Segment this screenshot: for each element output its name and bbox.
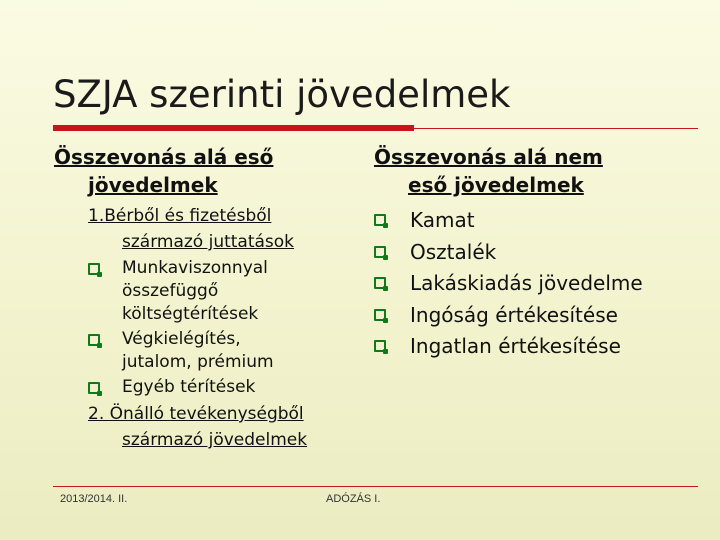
- title-underline: [53, 125, 698, 131]
- checkbox-bullet-icon: [88, 263, 100, 275]
- list-item-line: összefüggő: [122, 281, 219, 301]
- footer-date: 2013/2014. II.: [60, 493, 128, 505]
- list-item: [88, 328, 364, 374]
- right-heading-line1: Összevonás alá nem: [374, 145, 603, 169]
- checkbox-bullet-icon: [374, 214, 386, 226]
- left-sub2-line2: származó jövedelmek: [122, 430, 308, 450]
- left-bullet-list: [54, 257, 364, 399]
- checkbox-bullet-icon: [374, 340, 386, 352]
- checkbox-bullet-icon: [374, 277, 386, 289]
- list-item: [374, 268, 704, 300]
- list-item-label: Osztalék: [410, 239, 497, 264]
- left-sub1-line2: származó juttatások: [122, 232, 295, 252]
- footer-divider: [53, 486, 698, 487]
- left-heading-line2: jövedelmek: [88, 173, 218, 197]
- right-column: [374, 143, 704, 363]
- list-item-line: Végkielégítés,: [122, 329, 241, 349]
- list-item-label: Lakáskiadás jövedelme: [410, 271, 643, 295]
- list-item-label: Ingatlan értékesítése: [410, 334, 621, 358]
- left-heading: [54, 143, 364, 199]
- right-heading: [374, 143, 704, 199]
- title-underline-thin: [414, 128, 698, 129]
- left-subheading-1: [54, 203, 364, 255]
- list-item: [374, 331, 704, 363]
- left-column: [54, 143, 364, 453]
- footer-course: ADÓZÁS I.: [326, 493, 381, 505]
- left-sub2-line1: 2. Önálló tevékenységből: [88, 404, 304, 424]
- checkbox-bullet-icon: [88, 334, 100, 346]
- checkbox-bullet-icon: [374, 246, 386, 258]
- right-bullet-list: [374, 205, 704, 363]
- list-item: [88, 376, 364, 399]
- title-underline-thick: [53, 125, 414, 131]
- left-heading-line1: Összevonás alá eső: [54, 145, 274, 169]
- list-item-line: Munkaviszonnyal: [122, 258, 268, 278]
- list-item: [88, 257, 364, 326]
- right-heading-line2: eső jövedelmek: [408, 173, 584, 197]
- list-item-label: Ingóság értékesítése: [410, 302, 618, 327]
- list-item: [374, 237, 704, 269]
- list-item-label: Kamat: [410, 208, 475, 232]
- checkbox-bullet-icon: [374, 309, 386, 321]
- list-item-line: Egyéb térítések: [122, 377, 256, 397]
- list-item: [374, 300, 704, 332]
- checkbox-bullet-icon: [88, 382, 100, 394]
- left-subheading-2: [54, 401, 364, 453]
- left-sub1-line1: 1.Bérből és fizetésből: [88, 206, 272, 226]
- list-item: [374, 205, 704, 237]
- list-item-line: jutalom, prémium: [122, 352, 274, 372]
- list-item-line: költségtérítések: [122, 304, 259, 324]
- slide-title: SZJA szerinti jövedelmek: [53, 73, 511, 116]
